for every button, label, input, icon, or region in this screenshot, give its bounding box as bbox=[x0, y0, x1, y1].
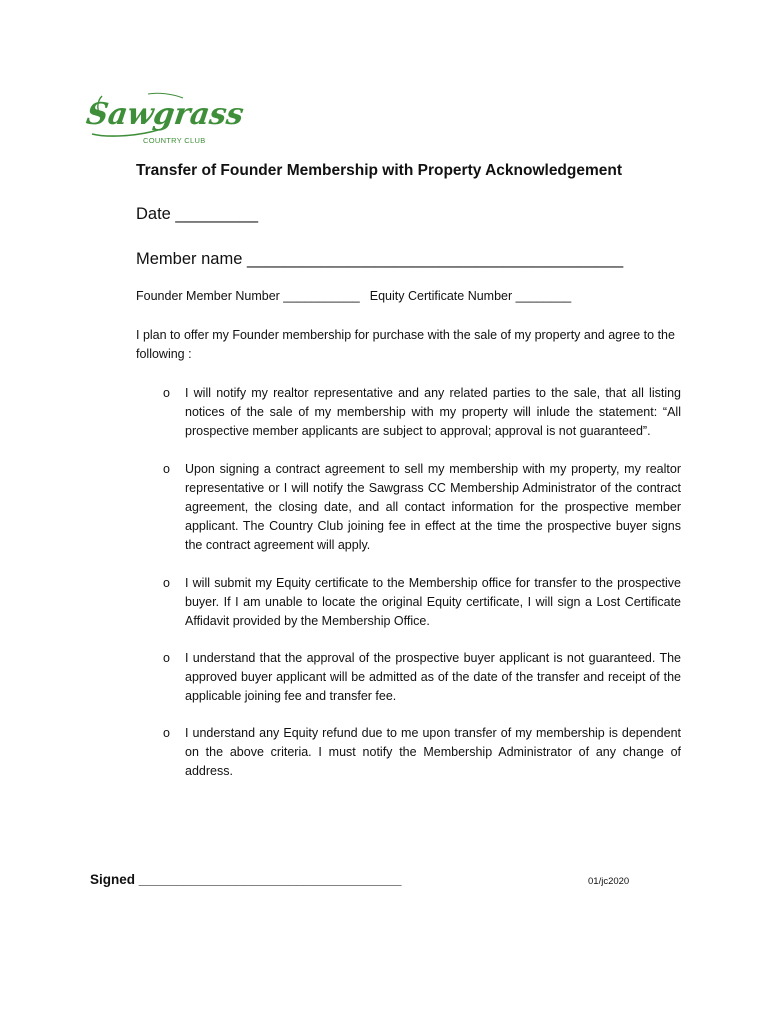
logo-subtitle: COUNTRY CLUB bbox=[143, 136, 206, 145]
list-item bbox=[136, 574, 681, 631]
bullet-marker-icon: o bbox=[163, 386, 170, 400]
member-name-field[interactable]: Member name _________________________________________ bbox=[136, 250, 624, 268]
list-item-text: Upon signing a contract agreement to sell my membership with my property, my realtor representative or I will notify the Sawgrass CC Membership Administrator of the contract agreement, the closing date, and all contact information for the prospective member applicant. The Country Club joining fee in effect at the time the prospective buyer signs the contract agreement will apply. bbox=[185, 462, 681, 552]
list-item bbox=[136, 649, 681, 706]
date-field[interactable]: Date _________ bbox=[136, 205, 259, 223]
bullet-marker-icon: o bbox=[163, 726, 170, 740]
bullet-marker-icon: o bbox=[163, 462, 170, 476]
bullet-marker-icon: o bbox=[163, 576, 170, 590]
list-item-text: I will notify my realtor representative and any related parties to the sale, that all listing notices of the sale of my membership with my property will inlude the statement: “All prospective member applicants are subject to approval; approval is not guaranteed”. bbox=[185, 386, 681, 438]
list-item bbox=[136, 460, 681, 555]
founder-member-number-field[interactable]: Founder Member Number ___________ bbox=[136, 289, 360, 303]
list-item-text: I understand any Equity refund due to me upon transfer of my membership is dependent on the above criteria. I must notify the Membership Administrator of any change of address. bbox=[185, 726, 681, 778]
list-item bbox=[136, 384, 681, 441]
logo-wordmark: Sawgrass bbox=[84, 97, 246, 132]
sawgrass-logo bbox=[84, 90, 246, 148]
document-code: 01/jc2020 bbox=[588, 876, 630, 887]
document-title: Transfer of Founder Membership with Property Acknowledgement bbox=[136, 162, 623, 179]
intro-paragraph: I plan to offer my Founder membership for purchase with the sale of my property and agree to the following : bbox=[136, 328, 675, 361]
list-item bbox=[136, 724, 681, 781]
list-item-text: I will submit my Equity certificate to the Membership office for transfer to the prospective buyer. If I am unable to locate the original Equity certificate, I will sign a Lost Certificate Affidavit provided by the Membership Office. bbox=[185, 576, 681, 628]
equity-certificate-number-field[interactable]: Equity Certificate Number ________ bbox=[369, 289, 572, 303]
list-item-text: I understand that the approval of the prospective buyer applicant is not guaranteed. The approved buyer applicant will be admitted as of the date of the transfer and receipt of the applicable joining fee and transfer fee. bbox=[185, 651, 681, 703]
acknowledgement-list bbox=[136, 384, 681, 781]
member-number-row bbox=[136, 289, 571, 303]
bullet-marker-icon: o bbox=[163, 651, 170, 665]
signature-field[interactable]: Signed ___________________________________ bbox=[90, 872, 402, 887]
